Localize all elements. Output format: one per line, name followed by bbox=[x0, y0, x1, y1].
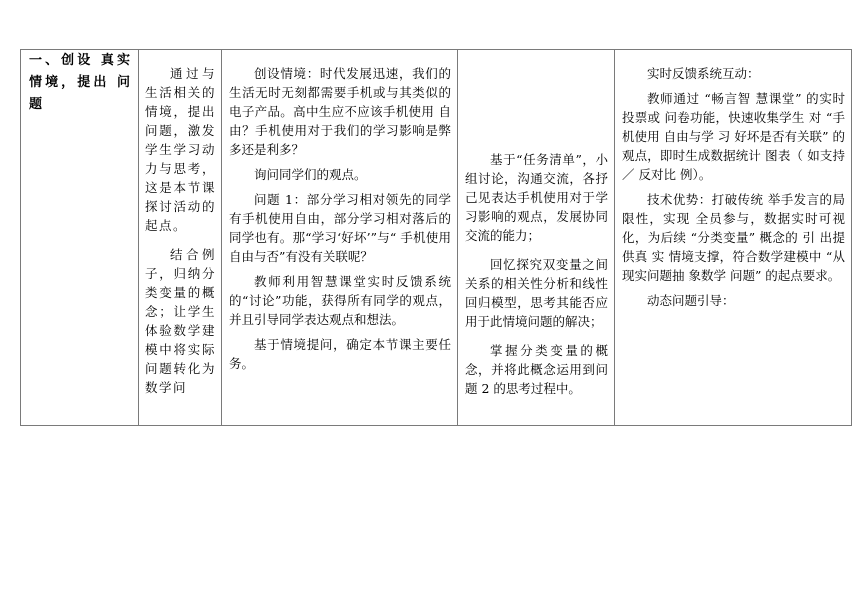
activity-paragraph-3: 问题 1：部分学习相对领先的同学有手机使用自由，部分学习相对落后的同学也有。那“学习‘好坏’”与“ 手机使用 自由与否”有没有关联呢？ bbox=[229, 192, 451, 264]
stage-title: 一、创设 真实 情境，提出 问题 bbox=[29, 53, 132, 112]
activity-paragraph-2: 询问同学们的观点。 bbox=[254, 167, 367, 182]
tech-paragraph-3: 技术优势：打破传统 举手发言的局限性，实现 全员参与，数据实时可视 化，为后续 “分类变量” 概念的 引 出提供真 实 情境支撑，符合数学建模中 “从现实问题抽 象数学 问题” 的起点要求。 bbox=[622, 192, 845, 283]
table-row bbox=[21, 50, 852, 426]
activity-paragraph-1: 创设情境：时代发展迅速，我们的生活无时无刻都需要手机或与其类似的电子产品。高中生应不应该手机使用 自 由？手机使用对于我们的学习影响是弊多还是利多？ bbox=[229, 66, 451, 157]
tech-paragraph-4: 动态问题引导： bbox=[647, 293, 735, 308]
design-paragraph-3: 掌握分类变量的概念，并将此概念运用到问题 2 的思考过程中。 bbox=[465, 343, 608, 396]
tech-support-cell bbox=[615, 50, 852, 426]
lesson-plan-table bbox=[20, 49, 852, 426]
stage-cell bbox=[21, 50, 139, 426]
tech-paragraph-2: 教师通过 “畅言智 慧课堂” 的实时投票或 问卷功能，快速收集学生 对 “手机使用 自由与学 习 好坏是否有关联” 的观点，即时生成数据统计 图表（ 如支持 ／ 反对比 例）。 bbox=[622, 91, 845, 182]
purpose-cell bbox=[139, 50, 222, 426]
design-intent-cell bbox=[458, 50, 615, 426]
purpose-paragraph-1: 通过与生活相关的情境，提出问题，激发学生学习动力与思考，这是本节课探讨活动的起点。 bbox=[145, 66, 216, 233]
activity-paragraph-4: 教师利用智慧课堂实时反馈系统的“讨论”功能，获得所有同学的观点，并且引导同学表达观点和想法。 bbox=[229, 274, 451, 327]
purpose-paragraph-2: 结合例子，归纳分类变量的概念；让学生体验数学建模中将实际问题转化为数学问 bbox=[145, 247, 216, 395]
activity-cell bbox=[222, 50, 458, 426]
design-paragraph-2: 回忆探究双变量之间关系的相关性分析和线性回归模型，思考其能否应用于此情境问题的解决； bbox=[465, 257, 608, 329]
tech-paragraph-1: 实时反馈系统互动： bbox=[647, 66, 760, 81]
activity-paragraph-5: 基于情境提问，确定本节课主要任务。 bbox=[229, 337, 451, 371]
design-paragraph-1: 基于“任务清单”，小组讨论，沟通交流，各抒己见表达手机使用对于学习影响的观点，发展协同交流的能力； bbox=[465, 152, 608, 243]
